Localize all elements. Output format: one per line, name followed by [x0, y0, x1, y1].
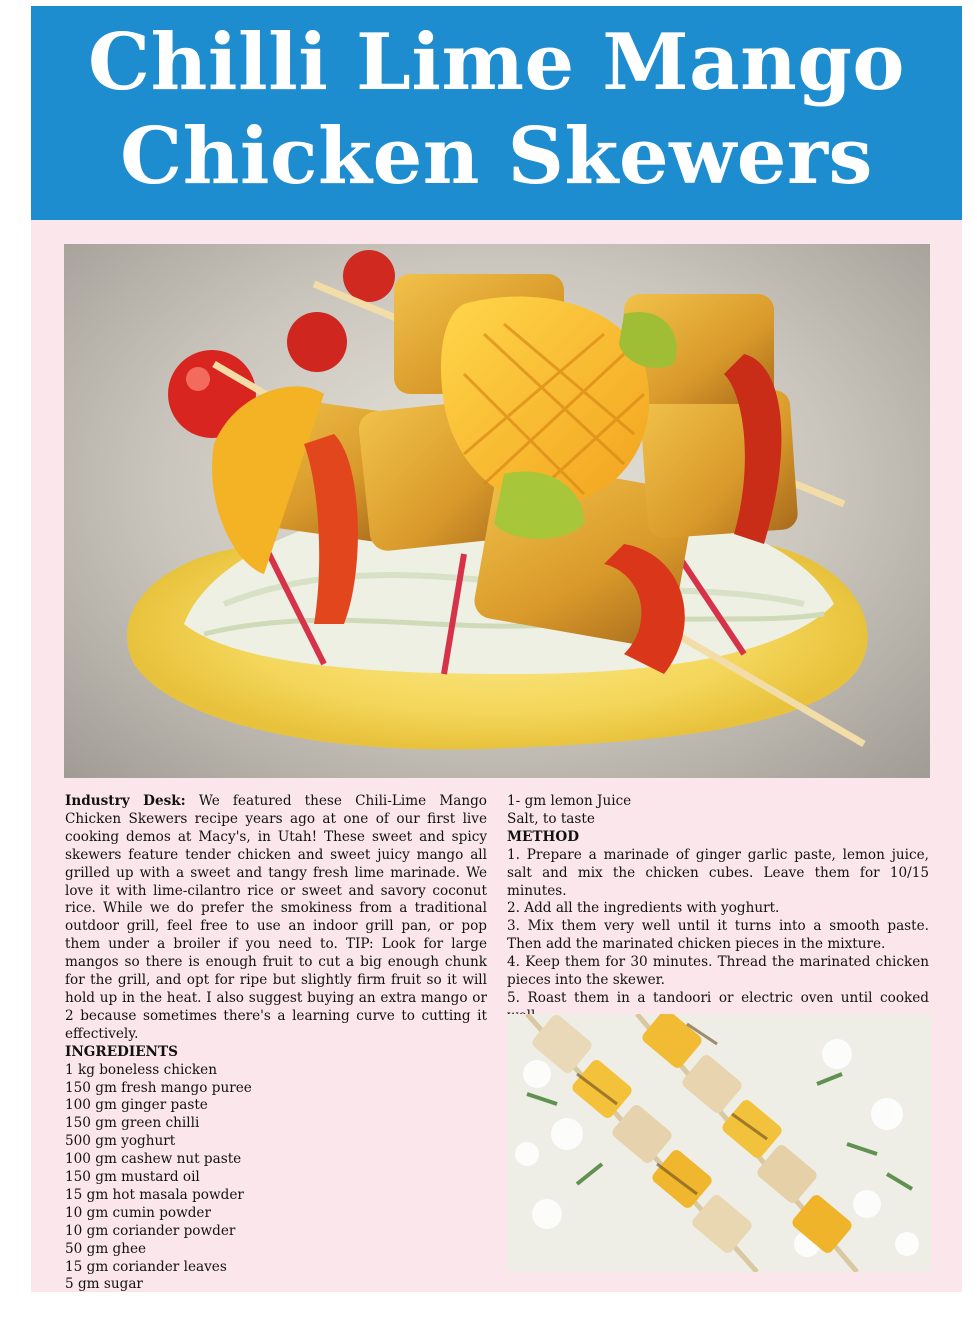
ingredient-item: 100 gm ginger paste	[65, 1097, 208, 1114]
secondary-photo-skewers-on-rice	[507, 1014, 931, 1272]
ingredient-item: 10 gm coriander powder	[65, 1222, 236, 1239]
method-step: 4. Keep them for 30 minutes. Thread the marinated chicken pieces into the skewer.	[507, 954, 929, 989]
title-banner	[31, 6, 962, 220]
method-step: 5. Roast them in a tandoori or electric oven until cooked	[507, 989, 929, 1006]
intro-body: We featured these Chili-Lime Mango Chicken Skewers recipe years ago at one of our first live cooking demos at Macy's, in Utah! These sweet and spicy skewers feature tender chicken and sweet juicy mango all grilled up with a sweet and tangy fresh lime marinade. We love it with lime-cilantro rice or sweet and savory coconut rice. While we do prefer the smokiness from a traditional outdoor grill, feel free to use an indoor grill pan, or pop them under a broiler if you need to. TIP: Look for large mangos so there is enough fruit to cut a big enough chunk for the grill, and opt for ripe but slightly firm fruit so it will hold up in the heat. I also suggest buying an extra mango or 2 because sometimes there's a learning curve to cutting it effectively.	[65, 793, 487, 1042]
title-line-1: Chilli Lime Mango	[88, 17, 905, 108]
ingredient-item: 50 gm ghee	[65, 1240, 147, 1257]
method-step: 1. Prepare a marinade of ginger garlic paste, lemon juice, salt and mix the chicken cubes. Leave them for 10/15 minutes.	[507, 846, 929, 899]
method-step: 3. Mix them very well until it turns into a smooth paste. Then add the marinated chicken pieces in the mixture.	[507, 918, 929, 953]
ingredient-item: 150 gm mustard oil	[65, 1169, 200, 1186]
recipe-page	[31, 6, 962, 1292]
recipe-title	[31, 16, 962, 204]
ingredients-heading: INGREDIENTS	[65, 1043, 178, 1060]
right-text-column	[507, 793, 929, 1026]
ingredients-list	[65, 1062, 487, 1295]
intro-paragraph	[65, 793, 487, 1044]
ingredient-item: 100 gm cashew nut paste	[65, 1151, 242, 1168]
hero-photo-skewers	[64, 244, 930, 778]
method-heading: METHOD	[507, 828, 579, 845]
ingredient-item: 1- gm lemon Juice	[507, 793, 632, 809]
ingredient-item: 150 gm green chilli	[65, 1115, 200, 1132]
ingredient-item: 5 gm sugar	[65, 1276, 143, 1293]
method-step: 2. Add all the ingredients with yoghurt.	[507, 900, 780, 917]
ingredient-item: 1 kg boneless chicken	[65, 1061, 217, 1078]
ingredients-list-continued	[507, 793, 929, 829]
ingredient-item: Salt, to taste	[507, 810, 595, 827]
intro-lead: Industry Desk:	[65, 793, 186, 809]
title-line-2: Chicken Skewers	[120, 111, 873, 202]
ingredient-item: 10 gm cumin powder	[65, 1204, 211, 1221]
ingredient-item: 500 gm yoghurt	[65, 1133, 176, 1150]
left-text-column	[65, 793, 487, 1294]
ingredient-item: 15 gm hot masala powder	[65, 1186, 244, 1203]
ingredient-item: 150 gm fresh mango puree	[65, 1079, 252, 1096]
ingredient-item: 15 gm coriander leaves	[65, 1258, 227, 1275]
